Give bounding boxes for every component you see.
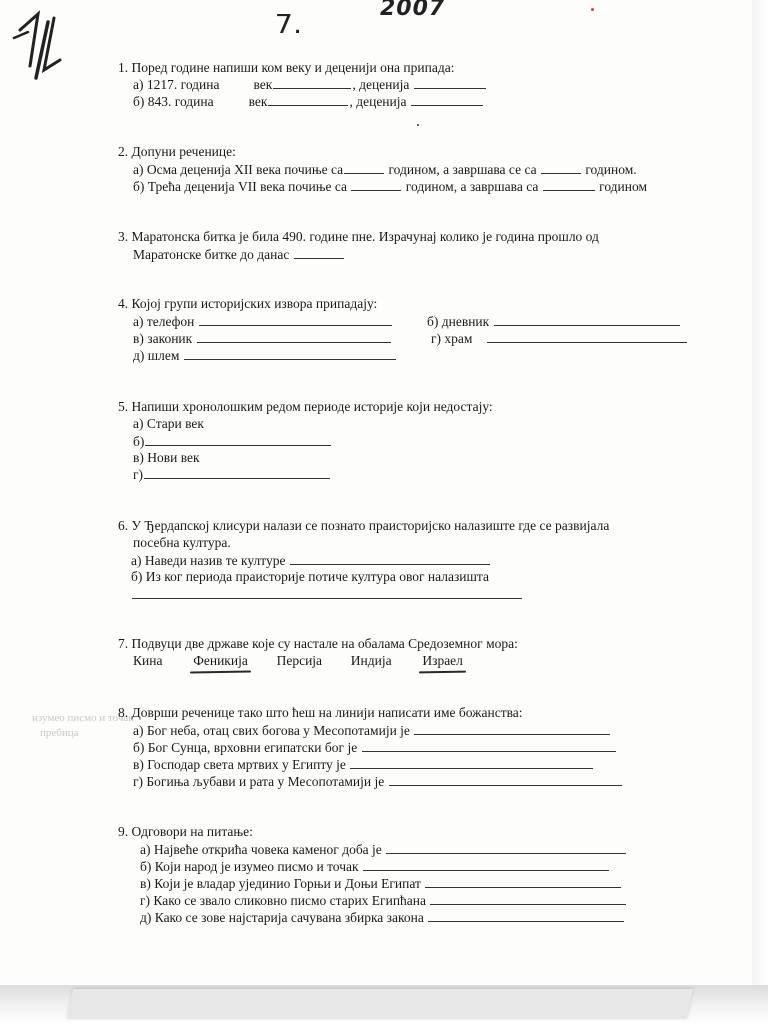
q5-g-label: г) xyxy=(133,467,144,482)
century-label: век xyxy=(253,77,273,92)
q1-b-label: б) 843. година xyxy=(133,94,214,109)
q9-a-blank[interactable] xyxy=(386,841,626,854)
q1-b-decade-blank[interactable] xyxy=(411,93,483,106)
q3-answer-blank[interactable] xyxy=(294,246,344,259)
q8-v-label: в) Господар света мртвих у Египту је xyxy=(133,757,346,772)
q9-row-g xyxy=(140,892,627,909)
q9-a-label: а) Највеће открића човека каменог доба је xyxy=(140,842,382,857)
q8-a-label: а) Бог неба, отац свих богова у Месопотамији је xyxy=(133,723,410,738)
q8-g-label: г) Богиња љубави и рата у Месопотамији је xyxy=(133,774,385,789)
q4-row-d xyxy=(133,347,397,364)
q4-a-blank[interactable] xyxy=(199,313,392,326)
q2-b-end: годином xyxy=(599,179,648,194)
handwritten-year: 2007 xyxy=(380,0,446,21)
q6-a-blank[interactable] xyxy=(290,552,490,565)
q7-options xyxy=(133,653,463,669)
q8-a-blank[interactable] xyxy=(414,722,610,735)
q7-option-persija[interactable]: Персија xyxy=(276,653,323,668)
q5-row-b xyxy=(133,433,332,450)
q4-row-a xyxy=(133,313,393,330)
q2-a-end: годином. xyxy=(585,162,637,177)
q2-a-end-blank[interactable] xyxy=(541,161,581,174)
q5-b-blank[interactable] xyxy=(145,433,331,446)
q8-row-a xyxy=(133,722,611,739)
q6-b: б) Из ког периода праисторије потиче култура овог налазишта xyxy=(131,569,489,584)
q2-a-mid: годином, а завршава се са xyxy=(388,162,537,177)
bleed-through-text: изумео писмо и точак xyxy=(32,712,134,724)
q9-v-label: в) Који је владар ујединио Горњи и Доњи Египат xyxy=(140,876,421,891)
q2-b-start-blank[interactable] xyxy=(351,178,401,191)
q7-title: 7. Подвуци две државе које су настале на обалама Средоземног мора: xyxy=(118,636,518,651)
q8-b-blank[interactable] xyxy=(362,739,616,752)
q9-b-label: б) Који народ је изумео писмо и точак xyxy=(140,859,359,874)
q7-option-fenikija[interactable]: Феникија xyxy=(193,653,248,668)
q6-b-answer-row xyxy=(131,586,523,603)
q7-option-izrael[interactable]: Израел xyxy=(422,653,463,668)
q7-option-kina[interactable]: Кина xyxy=(133,653,163,668)
q6-b-blank[interactable] xyxy=(132,586,522,599)
q4-d-label: д) шлем xyxy=(133,348,180,363)
q2-b-start: б) Трећа деценија VII века почиње са xyxy=(133,179,348,194)
q2-row-b xyxy=(133,178,647,195)
q9-d-label: д) Како се зове најстарија сачувана збирка закона xyxy=(140,910,424,925)
bleed-through-text: пребица xyxy=(40,727,79,739)
q1-a-label: а) 1217. година xyxy=(133,77,220,92)
decade-label: , деценија xyxy=(352,77,410,92)
q5-b-label: б) xyxy=(133,434,145,449)
red-ink-dot xyxy=(591,8,594,11)
stray-dot xyxy=(417,124,419,126)
q6-a-label: а) Наведи назив те културе xyxy=(131,553,286,568)
q5-row-g xyxy=(133,466,331,483)
paper-fold xyxy=(67,989,693,1019)
q3-line2: Маратонске битке до данас xyxy=(133,247,290,262)
q2-b-end-blank[interactable] xyxy=(543,178,595,191)
handwritten-corner-mark xyxy=(8,8,78,88)
q1-a-decade-blank[interactable] xyxy=(414,76,486,89)
q4-row-g xyxy=(431,330,688,347)
q6-row-a xyxy=(131,552,491,569)
q1-b-century-blank[interactable] xyxy=(268,93,348,106)
q8-b-label: б) Бог Сунца, врховни египатски бог је xyxy=(133,740,358,755)
q9-g-label: г) Како се звало сликовно писмо старих Египћана xyxy=(140,893,426,908)
q1-a-century-blank[interactable] xyxy=(273,76,351,89)
q4-a-label: а) телефон xyxy=(133,314,195,329)
q9-row-a xyxy=(140,841,627,858)
q9-row-d xyxy=(140,909,625,926)
q4-v-blank[interactable] xyxy=(197,330,391,343)
q4-b-blank[interactable] xyxy=(494,313,680,326)
scan-bottom-edge xyxy=(0,985,768,1024)
q2-row-a xyxy=(133,161,637,178)
q1-row-a xyxy=(133,76,487,93)
q4-title: 4. Којој групи историјских извора припадају: xyxy=(118,296,378,311)
q9-g-blank[interactable] xyxy=(430,892,626,905)
q9-v-blank[interactable] xyxy=(425,875,621,888)
q4-b-label: б) дневник xyxy=(427,314,490,329)
q4-row-v xyxy=(133,330,392,347)
q6-line1: 6. У Ђердапској клисури налази се познато праисторијско налазиште где се развијала xyxy=(118,518,610,533)
q4-g-blank[interactable] xyxy=(487,330,687,343)
q8-row-b xyxy=(133,739,617,756)
q3-line1: 3. Маратонска битка је била 490. године пне. Израчунај колико је година прошло од xyxy=(118,229,599,244)
q6-line2: посебна култура. xyxy=(133,535,231,550)
q2-b-mid: годином, а завршава са xyxy=(405,179,539,194)
century-label: век xyxy=(248,94,268,109)
q7-option-indija[interactable]: Индија xyxy=(350,653,392,668)
q5-v: в) Нови век xyxy=(133,450,200,465)
q4-v-label: в) законик xyxy=(133,331,193,346)
q9-row-v xyxy=(140,875,622,892)
q5-a: а) Стари век xyxy=(133,416,204,431)
q1-row-b xyxy=(133,93,484,110)
q2-a-start-blank[interactable] xyxy=(344,161,384,174)
decade-label: , деценија xyxy=(349,94,407,109)
q9-b-blank[interactable] xyxy=(363,858,609,871)
q4-g-label: г) храм xyxy=(431,331,473,346)
handwritten-page-number: 7. xyxy=(274,10,303,40)
scan-right-edge xyxy=(752,0,768,1024)
q2-title: 2. Допуни реченице: xyxy=(118,144,236,159)
q9-title: 9. Одговори на питање: xyxy=(118,824,253,839)
q4-row-b xyxy=(427,313,681,330)
q2-a-start: а) Осма деценија XII века почиње са xyxy=(133,162,344,177)
q4-d-blank[interactable] xyxy=(184,347,396,360)
q9-d-blank[interactable] xyxy=(428,909,624,922)
q1-title: 1. Поред године напиши ком веку и деценији она припада: xyxy=(118,60,455,75)
q5-g-blank[interactable] xyxy=(144,466,330,479)
q3-row xyxy=(133,246,345,263)
q5-title: 5. Напиши хронолошким редом периоде историје који недостају: xyxy=(118,399,493,414)
q9-row-b xyxy=(140,858,610,875)
q8-title: 8. Доврши реченице тако што ћеш на линији написати име божанства: xyxy=(118,705,523,720)
q8-g-blank[interactable] xyxy=(389,773,622,786)
q8-v-blank[interactable] xyxy=(350,756,593,769)
q8-row-v xyxy=(133,756,594,773)
q8-row-g xyxy=(133,773,623,790)
